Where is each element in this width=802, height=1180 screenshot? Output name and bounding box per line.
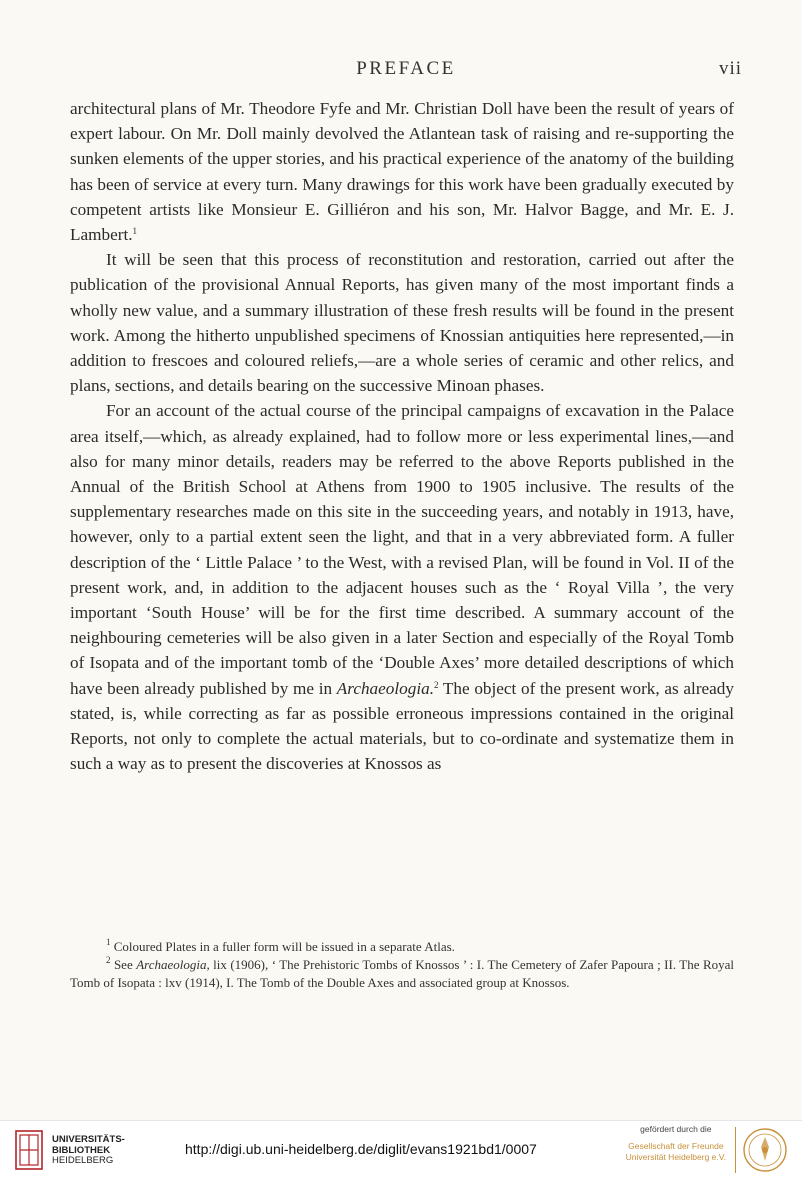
footnotes [70,938,734,992]
footnote-1: $^1$ Coloured Plates in a fuller form will be issued in a separate Atlas. [106,937,455,954]
sponsor-credit: gefördert durch die Gesellschaft der Freunde Universität Heidelberg e.V. [625,1124,726,1162]
running-header [70,58,742,86]
paragraph-2: It will be seen that this process of reconstitution and restoration, carried out after the publication of the provisional Annual Reports, has given many of the most important finds a wholly new value, and a summary illustration of these fresh results will be found in the present work. Among the hitherto unpublished specimens of Knossian antiquities here represented,—in addition to frescoes and coloured reliefs,—are a whole series of ceramic and other relics, and plans, sections, and details bearing on the successive Minoan phases. [70,250,734,396]
page-title: PREFACE [356,58,456,79]
body-text [70,96,734,776]
source-url-link[interactable]: http://digi.ub.uni-heidelberg.de/diglit/evans1921bd1/0007 [185,1141,537,1157]
footnote-ref-1: 1 [132,226,138,237]
footnote-2: $^2$ See Archaeologia, lix (1906), ‘ The Prehistoric Tombs of Knossos ’ : I. The Cemetery of Zafer Papoura ; II. The Royal Tomb of Isopata : lxv (1914), I. The Tomb of the Double Axes and associated group at Knossos. [70,955,735,990]
paragraph-3: For an account of the actual course of the principal campaigns of excavation in the Palace area itself,—which, as already explained, had to follow more or less experimental lines,—and also for many minor details, readers may be referred to the above Reports published in the Annual of the British School at Athens from 1900 to 1905 inclusive. The results of the supplementary researches made on this site in the succeeding years, and notably in 1913, have, however, only to a partial extent seen the light, and that in a very abbreviated form. A fuller description of the ‘ Little Palace ’ to the West, with a revised Plan, will be found in Vol. II of the present work, and, in addition to the adjacent houses such as the ‘ Royal Villa ’, the very important ‘South House’ will be for the first time described. A summary account of the neighbouring cemeteries will be also given in a later Section and especially of the Royal Tomb of Isopata and of the important tomb of the ‘Double Axes’ more detailed descriptions of which have been already published by me in Archaeologia.$^2$ The object of the present work, as already stated, is, while correcting as far as possible erroneous impressions contained in the original Reports, not only to complete the actual materials, but to co-ordinate and systematize them in such a way as to present the discoveries at Knossos as [70,401,734,774]
footer-divider [735,1127,736,1173]
paragraph-1: architectural plans of Mr. Theodore Fyfe and Mr. Christian Doll have been the result of years of expert labour. On Mr. Doll mainly devolved the Atlantean task of raising and re-supporting the sunken elements of the upper stories, and his practical experience of the anatomy of the building has been of service at every turn. Many drawings for this work have been gradually executed by competent artists like Monsieur E. Gilliéron and his son, Mr. Halvor Bagge, and Mr. E. J. Lambert.$^1$ [70,99,734,245]
footnote-ref-2: 2 [434,679,439,690]
page-number: vii [718,58,742,79]
university-library-logo-icon[interactable] [12,1129,46,1171]
university-seal-icon[interactable] [742,1127,788,1173]
journal-title: Archaeologia. [336,678,434,698]
library-name: UNIVERSITÄTS- BIBLIOTHEK HEIDELBERG [52,1134,125,1166]
digitization-footer [0,1120,802,1180]
